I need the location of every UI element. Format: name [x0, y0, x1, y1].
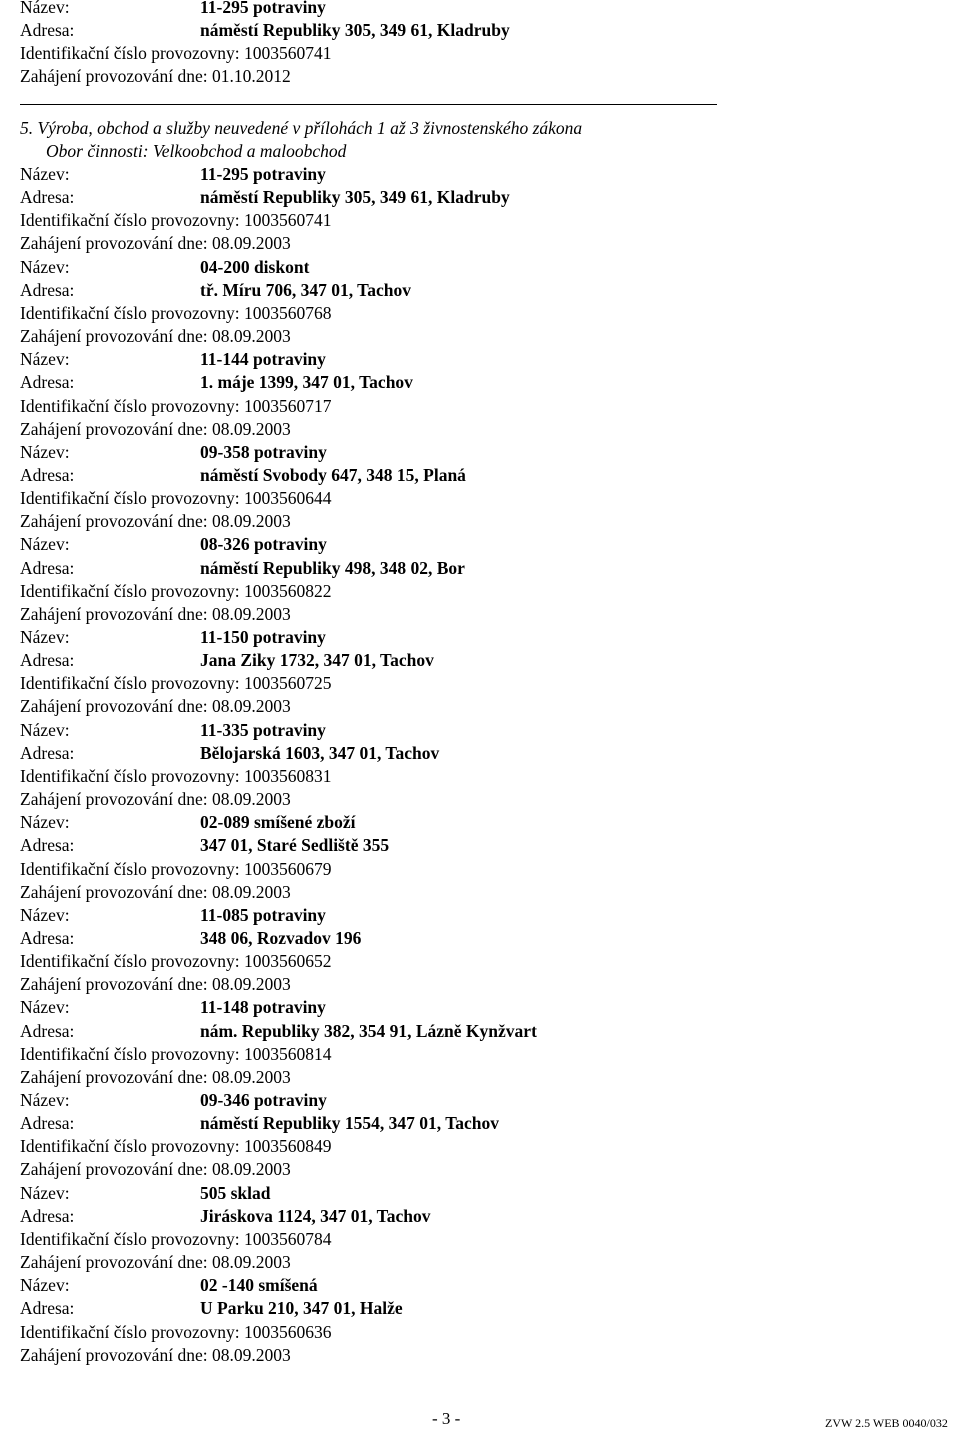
start-label: Zahájení provozování dne:	[20, 1066, 208, 1087]
id-label: Identifikační číslo provozovny:	[20, 210, 240, 231]
id-label: Identifikační číslo provozovny:	[20, 1136, 240, 1157]
top-entry-id-row	[20, 42, 332, 64]
entry-id-row	[20, 302, 332, 324]
start-label: Zahájení provozování dne:	[20, 881, 208, 902]
entry-name: 09-358 potraviny	[200, 441, 327, 462]
entry-start: 08.09.2003	[211, 603, 291, 624]
page-number: - 3 -	[432, 1409, 461, 1428]
entry-address: tř. Míru 706, 347 01, Tachov	[200, 279, 411, 300]
entry-address-row	[20, 1020, 537, 1042]
entry-id: 1003560822	[244, 580, 332, 601]
id-label: Identifikační číslo provozovny:	[20, 765, 240, 786]
entry-id-row	[20, 209, 332, 231]
top-entry-start: 01.10.2012	[211, 66, 291, 86]
start-label: Zahájení provozování dne:	[20, 1252, 208, 1272]
entry-start: 08.09.2003	[211, 418, 291, 439]
address-label: Adresa:	[20, 1298, 75, 1319]
entry-id: 1003560644	[244, 488, 332, 509]
entry-name-row	[20, 719, 326, 741]
name-label: Název:	[20, 0, 70, 17]
entry-start-row	[20, 881, 291, 903]
entry-start: 08.09.2003	[211, 233, 291, 254]
entry-id: 1003560679	[244, 858, 332, 879]
name-label: Název:	[20, 1090, 70, 1110]
start-label: Zahájení provozování dne:	[20, 511, 208, 532]
entry-name-row	[20, 348, 326, 370]
start-label: Zahájení provozování dne:	[20, 696, 208, 717]
entry-name-row	[20, 533, 327, 555]
entry-name: 04-200 diskont	[200, 256, 310, 277]
name-label: Název:	[20, 997, 70, 1018]
entry-address-row	[20, 1112, 500, 1134]
address-label: Adresa:	[20, 742, 75, 763]
entry-start: 08.09.2003	[211, 881, 291, 902]
entry-name-row	[20, 441, 327, 463]
id-label: Identifikační číslo provozovny:	[20, 858, 240, 879]
address-label: Adresa:	[20, 835, 75, 856]
address-label: Adresa:	[20, 927, 75, 948]
entry-id-row	[20, 395, 332, 417]
top-entry-start-row	[20, 65, 291, 87]
top-entry-id: 1003560741	[244, 43, 332, 63]
entry-id-row	[20, 1135, 332, 1157]
entry-name: 08-326 potraviny	[200, 534, 327, 555]
entry-name: 09-346 potraviny	[200, 1090, 327, 1110]
document-code: ZVW 2.5 WEB 0040/032	[825, 1416, 948, 1430]
start-label: Zahájení provozování dne:	[20, 1159, 208, 1180]
entry-address-row	[20, 1297, 403, 1319]
entry-start-row	[20, 603, 291, 625]
entry-id: 1003560831	[244, 765, 332, 786]
id-label: Identifikační číslo provozovny:	[20, 1228, 240, 1249]
entry-id-row	[20, 487, 332, 509]
address-label: Adresa:	[20, 1020, 75, 1041]
start-label: Zahájení provozování dne:	[20, 603, 208, 624]
address-label: Adresa:	[20, 372, 75, 393]
entry-address: 348 06, Rozvadov 196	[200, 927, 362, 948]
entry-id-row	[20, 1228, 332, 1250]
entry-address-row	[20, 371, 413, 393]
address-label: Adresa:	[20, 1113, 75, 1134]
address-label: Adresa:	[20, 650, 75, 671]
entry-start-row	[20, 325, 291, 347]
entry-id: 1003560784	[244, 1228, 332, 1249]
address-label: Adresa:	[20, 1205, 75, 1226]
entry-start: 08.09.2003	[211, 789, 291, 809]
entry-address: náměstí Republiky 1554, 347 01, Tachov	[200, 1113, 500, 1134]
entry-start: 08.09.2003	[211, 974, 291, 995]
address-label: Adresa:	[20, 279, 75, 300]
start-label: Zahájení provozování dne:	[20, 418, 208, 439]
entry-name-row	[20, 626, 326, 648]
entry-start-row	[20, 695, 291, 717]
id-label: Identifikační číslo provozovny:	[20, 673, 240, 694]
entry-start: 08.09.2003	[211, 1066, 291, 1087]
entry-start: 08.09.2003	[211, 1252, 291, 1272]
top-entry-address-row	[20, 19, 510, 41]
id-label: Identifikační číslo provozovny:	[20, 43, 240, 63]
entry-id-row	[20, 672, 332, 694]
entry-address: náměstí Republiky 305, 349 61, Kladruby	[200, 187, 510, 208]
name-label: Název:	[20, 441, 70, 462]
entry-start-row	[20, 1066, 291, 1088]
entry-name: 11-295 potraviny	[200, 164, 326, 184]
entry-id: 1003560768	[244, 302, 332, 323]
entry-address: nám. Republiky 382, 354 91, Lázně Kynžvart	[200, 1020, 537, 1041]
entry-name-row	[20, 811, 356, 833]
entry-name: 02 -140 smíšená	[200, 1275, 318, 1296]
start-label: Zahájení provozování dne:	[20, 66, 208, 86]
entry-id: 1003560717	[244, 395, 332, 416]
entry-address: Jana Ziky 1732, 347 01, Tachov	[200, 650, 434, 671]
entry-id: 1003560849	[244, 1136, 332, 1157]
entry-start: 08.09.2003	[211, 326, 291, 346]
entry-start-row	[20, 1158, 291, 1180]
entry-id: 1003560636	[244, 1321, 332, 1342]
entry-name: 11-085 potraviny	[200, 904, 326, 925]
entry-id: 1003560814	[244, 1043, 332, 1064]
entry-address: U Parku 210, 347 01, Halže	[200, 1298, 403, 1319]
entry-address-row	[20, 742, 440, 764]
entry-id: 1003560652	[244, 951, 332, 972]
entry-name: 505 sklad	[200, 1182, 271, 1203]
start-label: Zahájení provozování dne:	[20, 326, 208, 346]
entry-name-row	[20, 1089, 327, 1111]
name-label: Název:	[20, 1182, 70, 1203]
section-divider	[20, 104, 717, 105]
entry-address: 347 01, Staré Sedliště 355	[200, 835, 390, 856]
name-label: Název:	[20, 256, 70, 277]
id-label: Identifikační číslo provozovny:	[20, 488, 240, 509]
entry-address: Bělojarská 1603, 347 01, Tachov	[200, 742, 440, 763]
entry-address-row	[20, 279, 411, 301]
entry-id-row	[20, 1043, 332, 1065]
address-label: Adresa:	[20, 464, 75, 485]
entry-start-row	[20, 418, 291, 440]
name-label: Název:	[20, 627, 70, 647]
address-label: Adresa:	[20, 20, 75, 40]
entry-id-row	[20, 1321, 332, 1343]
name-label: Název:	[20, 164, 70, 184]
id-label: Identifikační číslo provozovny:	[20, 302, 240, 323]
id-label: Identifikační číslo provozovny:	[20, 1043, 240, 1064]
entry-address-row	[20, 1205, 431, 1227]
entry-name: 11-335 potraviny	[200, 719, 326, 740]
id-label: Identifikační číslo provozovny:	[20, 951, 240, 972]
entry-id: 1003560725	[244, 673, 332, 694]
entry-id-row	[20, 950, 332, 972]
entry-start-row	[20, 232, 291, 254]
entry-start-row	[20, 973, 291, 995]
address-label: Adresa:	[20, 187, 75, 208]
id-label: Identifikační číslo provozovny:	[20, 1321, 240, 1342]
entry-start-row	[20, 788, 291, 810]
entry-id-row	[20, 580, 332, 602]
name-label: Název:	[20, 534, 70, 555]
entry-id-row	[20, 858, 332, 880]
entry-start-row	[20, 1251, 291, 1273]
entry-start-row	[20, 1344, 291, 1366]
entry-id-row	[20, 765, 332, 787]
entry-start: 08.09.2003	[211, 696, 291, 717]
entry-start: 08.09.2003	[211, 1159, 291, 1180]
entry-name-row	[20, 904, 326, 926]
start-label: Zahájení provozování dne:	[20, 789, 208, 809]
entry-name: 11-144 potraviny	[200, 349, 326, 370]
entry-address: náměstí Republiky 498, 348 02, Bor	[200, 557, 465, 578]
entry-name: 11-150 potraviny	[200, 627, 326, 647]
entry-address-row	[20, 464, 466, 486]
entry-name: 11-148 potraviny	[200, 997, 326, 1018]
entry-address: 1. máje 1399, 347 01, Tachov	[200, 372, 413, 393]
entry-address: Jiráskova 1124, 347 01, Tachov	[200, 1205, 431, 1226]
entry-name-row	[20, 1182, 271, 1204]
entry-start: 08.09.2003	[211, 1344, 291, 1365]
section-field: Obor činnosti: Velkoobchod a maloobchod	[46, 141, 347, 161]
entry-start: 08.09.2003	[211, 511, 291, 532]
top-entry-name: 11-295 potraviny	[200, 0, 326, 17]
name-label: Název:	[20, 349, 70, 370]
entry-address-row	[20, 834, 390, 856]
entry-start-row	[20, 510, 291, 532]
start-label: Zahájení provozování dne:	[20, 233, 208, 254]
top-entry-address: náměstí Republiky 305, 349 61, Kladruby	[200, 20, 510, 40]
name-label: Název:	[20, 1275, 70, 1296]
name-label: Název:	[20, 719, 70, 740]
address-label: Adresa:	[20, 557, 75, 578]
entry-name-row	[20, 996, 326, 1018]
id-label: Identifikační číslo provozovny:	[20, 580, 240, 601]
entry-address-row	[20, 557, 465, 579]
start-label: Zahájení provozování dne:	[20, 1344, 208, 1365]
start-label: Zahájení provozování dne:	[20, 974, 208, 995]
name-label: Název:	[20, 904, 70, 925]
entry-name-row	[20, 1274, 318, 1296]
entry-address: náměstí Svobody 647, 348 15, Planá	[200, 464, 466, 485]
entry-id: 1003560741	[244, 210, 332, 231]
section-title: 5. Výroba, obchod a služby neuvedené v přílohách 1 až 3 živnostenského zákona	[20, 118, 583, 138]
entry-name: 02-089 smíšené zboží	[200, 812, 356, 833]
entry-name-row	[20, 163, 326, 185]
name-label: Název:	[20, 812, 70, 833]
entry-address-row	[20, 927, 362, 949]
entry-address-row	[20, 649, 434, 671]
entry-name-row	[20, 256, 310, 278]
id-label: Identifikační číslo provozovny:	[20, 395, 240, 416]
entry-address-row	[20, 186, 510, 208]
top-entry-name-row	[20, 0, 326, 18]
